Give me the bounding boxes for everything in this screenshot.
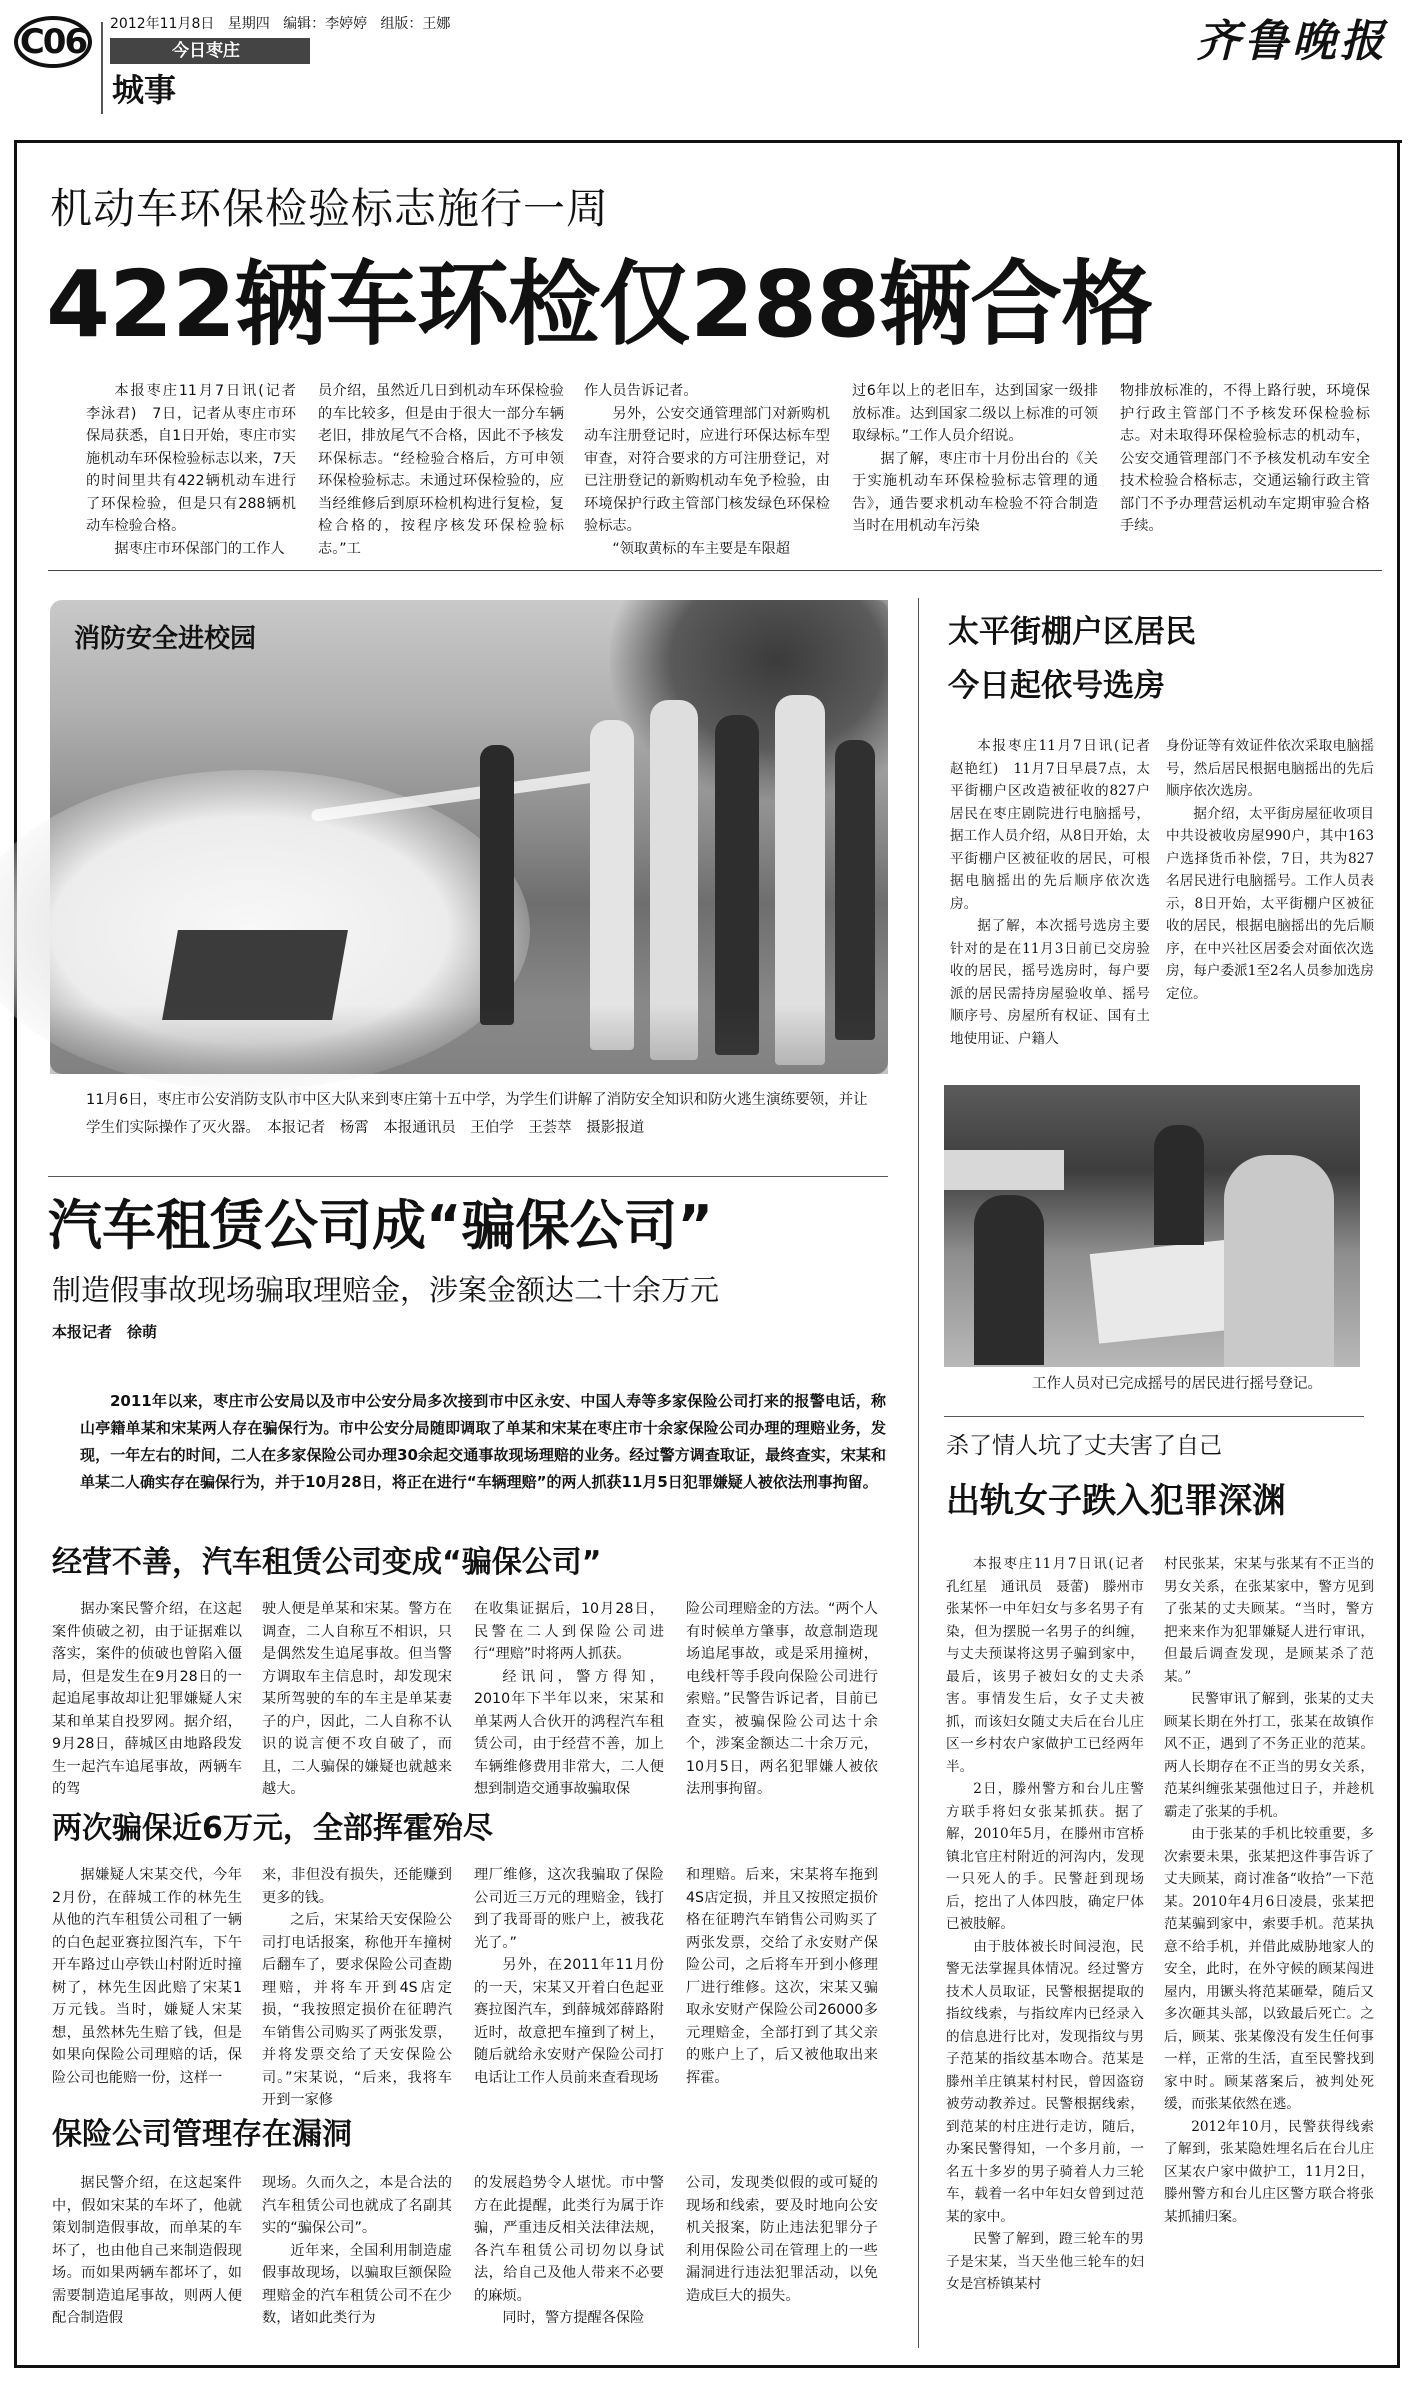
story1-bottom-rule	[48, 570, 1382, 571]
story3-sec3-col-1: 据民警介绍，在这起案件中，假如宋某的车坏了，他就策划制造假事故，而单某的车坏了，也由他自己来制造假现场。而如果两辆车都坏了，如需要制造追尾事故，则两人便配合制造假	[52, 2175, 242, 2326]
layout-credit: 组版：王娜	[380, 16, 451, 32]
story3-top-rule	[48, 1176, 888, 1177]
story1-col-1: 本报枣庄11月7日讯(记者 李泳君) 7日，记者从枣庄市环保局获悉，自1日开始，枣庄市实施机动车环保检验标志以来，7天的时间里共有422辆机动车进行了环保检验，但是只有288辆机动车检验合格。 据枣庄市环保部门的工作人	[86, 383, 311, 557]
story4-headline: 出轨女子跌入犯罪深渊	[946, 1481, 1286, 1521]
photo-scene	[50, 600, 888, 1074]
issue-meta	[110, 15, 450, 33]
section-tab: 今日枣庄	[110, 38, 310, 64]
story3-sec3-col-4: 公司，发现类似假的或可疑的现场和线索，要及时地向公安机关报案，防止违法犯罪分子利用保险公司在管理上的一些漏洞进行违法犯罪活动，以免造成巨大的损失。	[686, 2175, 878, 2304]
story3-byline: 本报记者 徐萌	[52, 1323, 158, 1341]
story3-sec3-col-2: 现场。久而久之，本是合法的汽车租赁公司也就成了名副其实的“骗保公司”。 近年来，全国利用制造虚假事故现场，以骗取巨额保险理赔金的汽车租赁公司不在少数，诸如此类行为	[262, 2175, 452, 2326]
story3-subhead: 制造假事故现场骗取理赔金，涉案金额达二十余万元	[52, 1273, 720, 1307]
right-column-divider	[918, 598, 919, 2348]
story3-sec2-col-4: 和理赔。后来，宋某将车拖到4S店定损，并且又按照定损价格在征聘汽车销售公司购买了两张发票，交给了永安财产保险公司，之后将车开到小修理厂进行维修。这次，宋某又骗取永安财产保险公司26000多元理赔金，全部打到了其父亲的账户上了，后又被他取出来挥霍。	[686, 1867, 878, 2086]
story3-subhead-2: 两次骗保近6万元，全部挥霍殆尽	[52, 1811, 493, 1846]
photo-label: 消防安全进校园	[74, 624, 257, 654]
story4-kicker: 杀了情人坑了丈夫害了自己	[946, 1433, 1222, 1459]
editor-credit: 编辑：李婷婷	[283, 16, 368, 32]
story3-sec1-col-3: 在收集证据后，10月28日，民警在二人到保险公司进行“理赔”时将两人抓获。 经讯问，警方得知，2010年下半年以来，宋某和单某两人合伙开的鸿程汽车租赁公司，由于经营不善，加上车辆维修费用非常大，二人便想到制造交通事故骗取保	[474, 1601, 664, 1797]
story4-col-2: 村民张某，宋某与张某有不正当的男女关系，在张某家中，警方见到了张某的丈夫顾某。“当时，警方把来来作为犯罪嫌疑人进行审讯，但最后调查发现，是顾某杀了范某。” 民警审讯了解到，张某的丈夫顾某长期在外打工，张某在故镇作风不正，遇到了不务正业的范某。两人长期存在不正当的男女关系，范某纠缠张某强他过日子，并趁机霸走了张某的手机。 由于张某的手机比较重要，多次索要未果，张某把这件事告诉了丈夫顾某，商讨准备“收拾”一下范某。2010年4月6日凌晨，张某把范某骗到家中，索要手机。范某执意不给手机，并借此威胁地家人的安全，此时，在外守候的顾某闯进屋内，用镢头将范某砸晕，随后又多次砸其头部，以致最后死亡。之后，顾某、张某像没有发生任何事一样，正常的生活，直至民警找到家中时。顾某落案后，被判处死缓，而张某依然在逃。 2012年10月，民警获得线索了解到，张某隐姓埋名后在台儿庄区某农户家中做护工，11月2日，滕州警方和台儿庄区警方联合将张某抓捕归案。	[1164, 1556, 1374, 2225]
banner-shape	[944, 1150, 1064, 1190]
issue-date: 2012年11月8日	[110, 16, 215, 32]
story3-sec1-col-2: 驶人便是单某和宋某。警方在调查，二人自称互不相识，只是偶然发生追尾事故。但当警方调取车主信息时，却发现宋某所驾驶的车的车主是单某妻子的户，因此，二人自称不认识的说言便不攻自破了，而且，二人骗保的嫌疑也就越来越大。	[262, 1601, 452, 1797]
story1-col-5: 物排放标准的，不得上路行驶，环境保护行政主管部门不予核发环保检验标志。对未取得环保检验标志的机动车，公安交通管理部门不予核发机动车安全技术检验合格标志，交通运输行政主管部门不予办理营运机动车定期审验合格手续。	[1120, 383, 1370, 534]
story3-sec3-col-3: 的发展趋势令人堪忧。市中警方在此提醒，此类行为属于诈骗，严重违反相关法律法规，各汽车租赁公司切勿以身试法，给自己及他人带来不必要的麻烦。 同时，警方提醒各保险	[474, 2175, 664, 2326]
fire-drill-caption: 11月6日，枣庄市公安消防支队市中区大队来到枣庄第十五中学，为学生们讲解了消防安全知识和防火逃生演练要领，并让学生们实际操作了灭火器。 本报记者 杨霄 本报通讯员 王伯学 王荟萃 摄影报道	[86, 1092, 868, 1136]
issue-weekday: 星期四	[227, 16, 270, 32]
story3-subhead-1: 经营不善，汽车租赁公司变成“骗保公司”	[52, 1545, 602, 1580]
story3-headline: 汽车租赁公司成“骗保公司”	[48, 1194, 713, 1257]
story3-sec1-col-4: 险公司理赔金的方法。“两个人有时候单方肇事，故意制造现场追尾事故，或是采用撞树，电线杆等手段向保险公司进行索赔。”民警告诉记者，目前已查实，被骗保险公司达十余个，涉案金额达二十余万元，10月5日，两名犯罪嫌人被依法刑事拘留。	[686, 1601, 878, 1797]
section-title: 城事	[112, 71, 177, 109]
story3-sec1-col-1: 据办案民警介绍，在这起案件侦破之初，由于证据难以落实，案件的侦破也曾陷入僵局，但是发生在9月28日的一起追尾事故却让犯罪嫌疑人宋某和单某自投罗网。据介绍，9月28日，薛城区由地路段发生一起汽车追尾事故，两辆车的驾	[52, 1601, 242, 1797]
fire-drill-photo	[50, 600, 888, 1074]
paper-logo: 齐鲁晚报	[1196, 16, 1388, 67]
story3-sec2-col-1: 据嫌疑人宋某交代，今年2月份，在薛城工作的林先生从他的汽车租赁公司租了一辆的白色起亚赛拉图汽车，下午开车路过山亭铁山村附近时撞树了，林先生因此赔了宋某1万元钱。当时，嫌疑人宋某想，虽然林先生赔了钱，但是如果向保险公司理赔的话，保险公司也能赔一份，这样一	[52, 1867, 242, 2086]
story2-headline-line2: 今日起依号选房	[948, 668, 1165, 704]
story3-sec2-col-2: 来，非但没有损失，还能赚到更多的钱。 之后，宋某给天安保险公司打电话报案，称他开车撞树后翻车了，要求保险公司查勘理赔，并将车开到4S店定损，“我按照定损价在征聘汽车销售公司购买了两张发票，并将发票交给了天安保险公司。”宋某说，“后来，我将车开到一家修	[262, 1867, 452, 2108]
story2-headline-line1: 太平街棚户区居民	[948, 614, 1196, 650]
story3-subhead-3: 保险公司管理存在漏洞	[52, 2117, 352, 2152]
page-number: C06	[14, 16, 92, 68]
story1-col-3: 作人员告诉记者。 另外，公安交通管理部门对新购机动车注册登记时，应进行环保达标车型审查，对符合要求的方可注册登记，对已注册登记的新购机动车免予检验，由环境保护行政主管部门核发绿色环保检验标志。 “领取黄标的车主要是车限超	[584, 383, 830, 557]
story3-sec2-col-3: 理厂维修，这次我骗取了保险公司近三万元的理赔金，钱打到了我哥哥的账户上，被我花光了。” 另外，在2011年11月份的一天，宋某又开着白色起亚赛拉图汽车，到薛城郊薛路附近时，故意把车撞到了树上，随后就给永安财产保险公司打电话让工作人员前来查看现场	[474, 1867, 664, 2086]
story1-col-4: 过6年以上的老旧车，达到国家一级排放标准。达到国家二级以上标准的可领取绿标。”工作人员介绍说。 据了解，枣庄市十月份出台的《关于实施机动车环保检验标志管理的通告》，通告要求机动车检验不符合制造当时在用机动车污染	[852, 383, 1098, 534]
masthead-divider	[101, 22, 103, 114]
story3-lead: 2011年以来，枣庄市公安局以及市中公安分局多次接到市中区永安、中国人寿等多家保险公司打来的报警电话，称山亭籍单某和宋某两人存在骗保行为。市中公安分局随即调取了单某和宋某在枣庄市十余家保险公司办理的理赔业务，发现，一年左右的时间，二人在多家保险公司办理30余起交通事故现场理赔的业务。经过警方调查取证，最终查实，宋某和单某二人确实存在骗保行为，并于10月28日，将正在进行“车辆理赔”的两人抓获11月5日犯罪嫌疑人被依法刑事拘留。	[80, 1392, 886, 1491]
lottery-photo-caption: 工作人员对已完成摇号的居民进行摇号登记。	[1032, 1376, 1322, 1392]
story2-col-2: 身份证等有效证件依次采取电脑摇号，然后居民根据电脑摇出的先后顺序依次选房。 据介绍，太平街房屋征收项目中共设被收房屋990户，其中163户选择货币补偿，7日，共为827名居民进行电脑摇号。工作人员表示，8日开始，太平街棚户区被征收的居民，根据电脑摇出的先后顺序，在中兴社区居委会对面依次选房，每户委派1至2名人员参加选房定位。	[1166, 738, 1374, 1002]
story1-kicker: 机动车环保检验标志施行一周	[50, 184, 610, 233]
story2-bottom-rule	[944, 1416, 1364, 1417]
story1-col-2: 员介绍，虽然近几日到机动车环保检验的车比较多，但是由于很大一部分车辆老旧，排放尾气不合格，因此不予核发环保标志。“经检验合格后，方可申领环保检验标志。未通过环保检验的，应当经维修后到原环检机构进行复检，复检合格的，按程序核发环保检验标志。”工	[318, 383, 564, 557]
lottery-photo	[944, 1085, 1360, 1367]
story4-col-1: 本报枣庄11月7日讯(记者 孔红星 通讯员 聂蕾) 滕州市张某怀一中年妇女与多名男子有染，但为摆脱一名男子的纠缠，与丈夫预谋将这男子骗到家中，最后，该男子被妇女的丈夫杀害。事情发生后，女子丈夫被抓，而该妇女随丈夫后在台儿庄区一乡村农户家做护工已经两年半。 2日，滕州警方和台儿庄警方联手将妇女张某抓获。据了解，2010年5月，在滕州市宫桥镇北官庄村附近的河沟内，发现一只死人的手。民警赶到现场后，挖出了人体四肢，确定尸体已被肢解。 由于肢体被长时间浸泡，民警无法掌握具体情况。经过警方技术人员取证，民警根据提取的指纹线索，与指纹库内已经录入的信息进行比对，发现指纹与男子范某的指纹基本吻合。范某是滕州羊庄镇某村村民，曾因盗窃被劳动教养过。民警根据线索，到范某的村庄进行走访，随后，办案民警得知，一个多月前，一名五十多岁的男子骑着人力三轮车，载着一名中年妇女曾到过范某的家中。 民警了解到，蹬三轮车的男子是宋某，当天坐他三轮车的妇女是宫桥镇某村	[946, 1556, 1158, 2292]
story1-headline: 422辆车环检仅288辆合格	[46, 251, 1153, 358]
story2-col-1: 本报枣庄11月7日讯(记者 赵艳红) 11月7日早晨7点，太平街棚户区改造被征收的827户居民在枣庄剧院进行电脑摇号，据工作人员介绍，从8日开始，太平街棚户区被征收的居民，可根据电脑摇出的先后顺序依次选房。 据了解，本次摇号选房主要针对的是在11月3日前已交房验收的居民，摇号选房时，每户要派的居民需持房屋验收单、摇号顺序号、房屋所有权证、国有土地使用证、户籍人	[950, 738, 1164, 1047]
